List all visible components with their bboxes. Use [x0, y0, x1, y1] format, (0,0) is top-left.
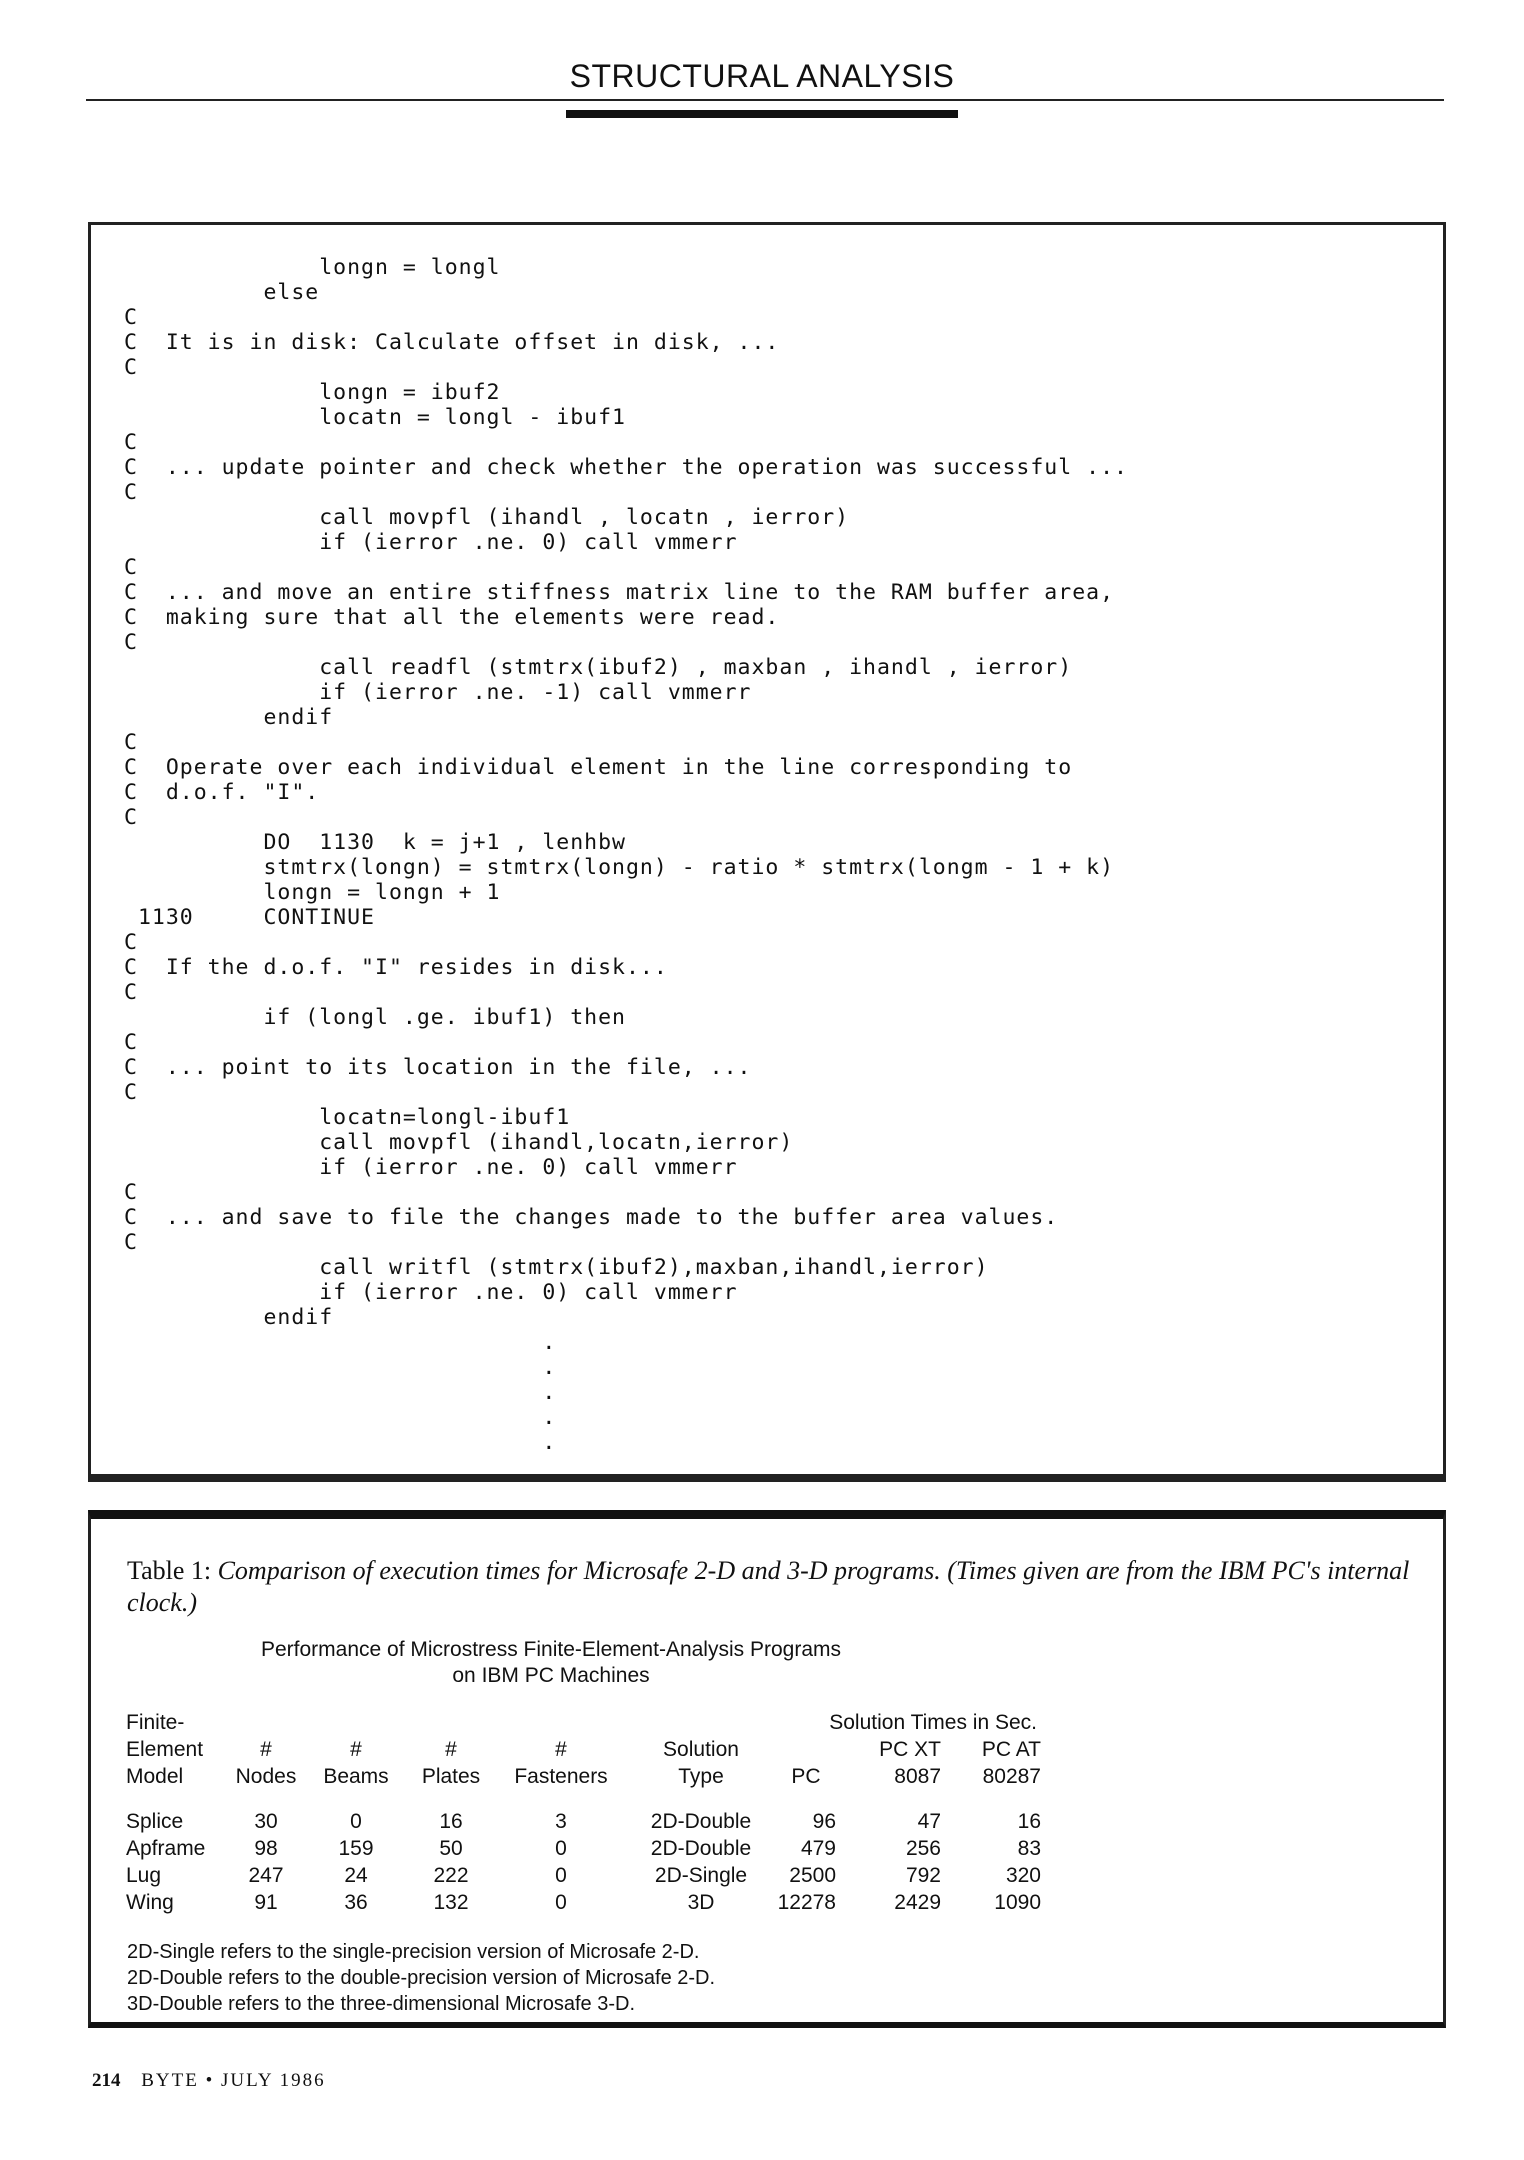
code-line: C ... and save to file the changes made to the buffer area values. [124, 1205, 1059, 1230]
cell-plates: 132 [433, 1891, 469, 1914]
magazine-issue: BYTE • JULY 1986 [141, 2070, 326, 2091]
header-nodes-1: # [260, 1738, 272, 1761]
cell-type: 2D-Double [650, 1810, 752, 1833]
cell-nodes: 247 [248, 1864, 284, 1887]
header-xt-1: PC XT [879, 1738, 941, 1761]
code-line: 1130 CONTINUE [124, 905, 375, 930]
code-line: else [124, 280, 320, 305]
code-line: call writfl (stmtrx(ibuf2),maxban,ihandl,ierror) [124, 1255, 989, 1280]
code-line: C d.o.f. "I". [124, 780, 320, 805]
header-fasteners-2: Fasteners [514, 1765, 608, 1788]
cell-model: Wing [126, 1891, 174, 1914]
cell-model: Lug [126, 1864, 162, 1887]
code-listing-box [88, 222, 1446, 1482]
cell-plates: 16 [439, 1810, 463, 1833]
header-at-1: PC AT [981, 1738, 1041, 1761]
cell-xt: 47 [917, 1810, 941, 1833]
cell-model: Apframe [126, 1837, 206, 1860]
header-at-2: 80287 [982, 1765, 1041, 1788]
table-box [88, 1510, 1446, 2028]
page-number: 214 [92, 2070, 121, 2091]
cell-fasteners: 0 [555, 1864, 567, 1887]
code-line: C It is in disk: Calculate offset in disk, ... [124, 330, 780, 355]
code-line: . [124, 1430, 557, 1455]
cell-beams: 0 [350, 1810, 362, 1833]
cell-plates: 222 [433, 1864, 469, 1887]
code-line: longn = longl [124, 255, 501, 280]
code-line: if (ierror .ne. 0) call vmmerr [124, 1155, 738, 1180]
header-type-1: Solution [663, 1738, 739, 1761]
table-note: 2D-Double refers to the double-precision version of Microsafe 2-D. [127, 1967, 716, 1989]
cell-beams: 36 [344, 1891, 368, 1914]
table-caption [127, 1555, 1417, 1619]
code-line: C [124, 430, 138, 455]
code-line: . [124, 1330, 557, 1355]
code-line: C [124, 930, 138, 955]
code-line: C [124, 805, 138, 830]
header-rule [86, 99, 1444, 101]
code-line: C [124, 630, 138, 655]
header-model-3: Model [126, 1765, 184, 1788]
cell-fasteners: 3 [555, 1810, 567, 1833]
cell-plates: 50 [439, 1837, 463, 1860]
header-nodes-2: Nodes [235, 1765, 297, 1788]
cell-at: 16 [1017, 1810, 1041, 1833]
code-line: call movpfl (ihandl , locatn , ierror) [124, 505, 850, 530]
code-line: if (ierror .ne. 0) call vmmerr [124, 530, 738, 555]
code-line: C [124, 1230, 138, 1255]
cell-nodes: 98 [254, 1837, 278, 1860]
header-row-3 [126, 1763, 1041, 1790]
code-line: call movpfl (ihandl,locatn,ierror) [124, 1130, 794, 1155]
code-line: if (ierror .ne. 0) call vmmerr [124, 1280, 738, 1305]
cell-pc: 2500 [789, 1864, 836, 1887]
code-line: locatn=longl-ibuf1 [124, 1105, 571, 1130]
code-line: C [124, 355, 138, 380]
header-row-1 [126, 1709, 1041, 1736]
code-line: longn = longn + 1 [124, 880, 501, 905]
header-times-group: Solution Times in Sec. [829, 1711, 1037, 1734]
cell-xt: 2429 [894, 1891, 941, 1914]
code-line: if (ierror .ne. -1) call vmmerr [124, 680, 752, 705]
cell-type: 2D-Double [650, 1837, 752, 1860]
code-line: C [124, 555, 138, 580]
header-fasteners-1: # [555, 1738, 567, 1761]
code-line: C [124, 1030, 138, 1055]
cell-pc: 96 [812, 1810, 836, 1833]
header-plates-1: # [445, 1738, 457, 1761]
cell-beams: 159 [338, 1837, 374, 1860]
cell-xt: 792 [905, 1864, 941, 1887]
code-line: C making sure that all the elements were read. [124, 605, 780, 630]
cell-pc: 12278 [777, 1891, 836, 1914]
header-model-1: Finite- [126, 1711, 185, 1734]
header-xt-2: 8087 [894, 1765, 941, 1788]
code-line: . [124, 1355, 557, 1380]
header-model-2: Element [126, 1738, 204, 1761]
code-line: C Operate over each individual element in the line corresponding to [124, 755, 1073, 780]
page-header-title: STRUCTURAL ANALYSIS [569, 58, 955, 94]
cell-at: 320 [1005, 1864, 1041, 1887]
table-row [126, 1889, 1041, 1916]
header-accent-bar [566, 110, 958, 118]
header-pc: PC [791, 1765, 821, 1788]
header-row-2 [126, 1736, 1041, 1763]
code-line: endif [124, 705, 334, 730]
code-line: locatn = longl - ibuf1 [124, 405, 626, 430]
page-footer [92, 2070, 326, 2092]
code-line: call readfl (stmtrx(ibuf2) , maxban , ihandl , ierror) [124, 655, 1073, 680]
header-plates-2: Plates [421, 1765, 481, 1788]
header-type-2: Type [678, 1765, 724, 1788]
header-beams-1: # [350, 1738, 362, 1761]
table-note: 3D-Double refers to the three-dimensional Microsafe 3-D. [127, 1993, 635, 2015]
table-row [126, 1862, 1041, 1889]
code-line: C [124, 1180, 138, 1205]
code-line: C [124, 480, 138, 505]
code-line: C If the d.o.f. "I" resides in disk... [124, 955, 668, 980]
cell-nodes: 30 [254, 1810, 278, 1833]
table-row [126, 1835, 1041, 1862]
cell-at: 83 [1017, 1837, 1041, 1860]
table-row [126, 1808, 1041, 1835]
code-line: endif [124, 1305, 334, 1330]
code-line: . [124, 1380, 557, 1405]
code-line: C ... point to its location in the file, ... [124, 1055, 752, 1080]
cell-pc: 479 [800, 1837, 836, 1860]
cell-type: 2D-Single [654, 1864, 748, 1887]
code-line: C [124, 305, 138, 330]
cell-fasteners: 0 [555, 1837, 567, 1860]
cell-nodes: 91 [254, 1891, 278, 1914]
cell-xt: 256 [905, 1837, 941, 1860]
cell-fasteners: 0 [555, 1891, 567, 1914]
caption-lead: Table 1: [127, 1556, 212, 1585]
performance-title [91, 1637, 1011, 1689]
performance-table [126, 1709, 1041, 1916]
code-line: C [124, 1080, 138, 1105]
cell-beams: 24 [344, 1864, 368, 1887]
performance-title-line2: on IBM PC Machines [452, 1664, 650, 1687]
performance-title-line1: Performance of Microstress Finite-Element-Analysis Programs [260, 1638, 841, 1661]
code-line: C [124, 730, 138, 755]
caption-text: Comparison of execution times for Microsafe 2-D and 3-D programs. (Times given are from the IBM PC's internal clock.) [127, 1556, 1410, 1617]
cell-at: 1090 [994, 1891, 1041, 1914]
code-line: C ... and move an entire stiffness matrix line to the RAM buffer area, [124, 580, 1115, 605]
code-line: longn = ibuf2 [124, 380, 501, 405]
code-line: DO 1130 k = j+1 , lenhbw [124, 830, 626, 855]
header-beams-2: Beams [323, 1765, 389, 1788]
code-listing [124, 255, 1128, 1455]
code-line: C ... update pointer and check whether the operation was successful ... [124, 455, 1128, 480]
table-note: 2D-Single refers to the single-precision version of Microsafe 2-D. [127, 1941, 700, 1963]
code-line: stmtrx(longn) = stmtrx(longn) - ratio * stmtrx(longm - 1 + k) [124, 855, 1115, 880]
table-notes [127, 1939, 715, 2017]
code-line: . [124, 1405, 557, 1430]
code-line: C [124, 980, 138, 1005]
cell-model: Splice [126, 1810, 184, 1833]
cell-type: 3D [687, 1891, 715, 1914]
code-line: if (longl .ge. ibuf1) then [124, 1005, 626, 1030]
